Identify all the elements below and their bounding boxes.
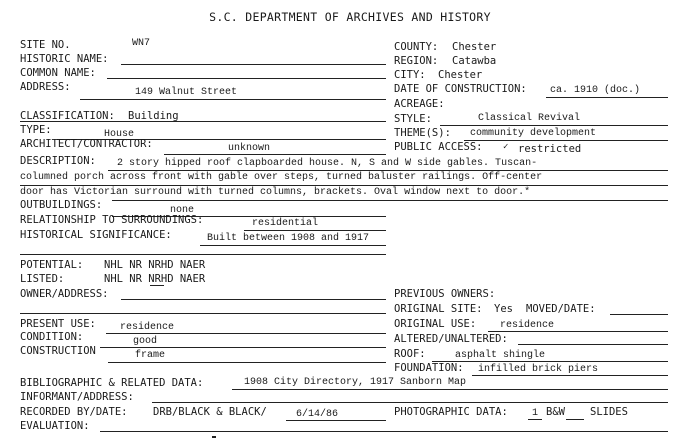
condition-line [100, 347, 386, 348]
original-use-value: residence [500, 320, 555, 331]
city-label: CITY: [394, 69, 426, 81]
photo-label: PHOTOGRAPHIC DATA: [394, 406, 508, 418]
roof-label: ROOF: [394, 348, 426, 360]
roof-line [432, 361, 668, 362]
present-use-label: PRESENT USE: [20, 318, 96, 330]
construction-label: CONSTRUCTION [20, 345, 96, 357]
listed-label: LISTED: [20, 273, 65, 285]
significance-label: HISTORICAL SIGNIFICANCE: [20, 229, 172, 241]
previous-owners-label: PREVIOUS OWNERS: [394, 288, 496, 300]
altered-line [518, 344, 668, 345]
foundation-line [472, 375, 668, 376]
photo-slides-label: SLIDES [590, 406, 628, 418]
date-value: ca. 1910 (doc.) [550, 85, 641, 96]
construction-value: frame [135, 350, 166, 361]
style-line [440, 125, 668, 126]
public-access-value: restricted [518, 143, 582, 155]
region-value: Catawba [452, 55, 497, 67]
classification-value: Building [128, 110, 179, 122]
site-no-label: SITE NO. [20, 39, 71, 51]
photo-count: 1 [532, 408, 539, 419]
architect-label: ARCHITECT/CONTRACTOR: [20, 138, 153, 150]
informant-label: INFORMANT/ADDRESS: [20, 391, 134, 403]
present-use-line [106, 333, 386, 334]
present-use-value: residence [120, 322, 175, 333]
description-line-3: door has Victorian surround with turned columns, brackets. Oval window next to door.* [20, 187, 531, 198]
type-value: House [104, 129, 135, 140]
address-value: 149 Walnut Street [135, 87, 238, 98]
style-label: STYLE: [394, 113, 432, 125]
county-value: Chester [452, 41, 497, 53]
description-rule-3 [112, 200, 668, 201]
theme-value: community development [470, 128, 597, 139]
potential-options: NHL NR NRHD NAER [104, 259, 206, 271]
acreage-label: ACREAGE: [394, 98, 445, 110]
address-label: ADDRESS: [20, 81, 71, 93]
original-site-value: Yes [494, 303, 513, 315]
potential-label: POTENTIAL: [20, 259, 84, 271]
biblio-value: 1908 City Directory, 1917 Sanborn Map [244, 377, 467, 388]
county-label: COUNTY: [394, 41, 439, 53]
original-site-label: ORIGINAL SITE: [394, 303, 483, 315]
description-line-1: 2 story hipped roof clapboarded house. N, S and W side gables. Tuscan- [117, 158, 538, 169]
scan-mark [212, 436, 216, 438]
photo-bw-label: B&W [546, 406, 565, 418]
site-no-value: WN7 [132, 38, 151, 49]
theme-line [464, 140, 668, 141]
owner-line-2 [20, 313, 386, 314]
moved-label: MOVED/DATE: [526, 303, 596, 315]
type-label: TYPE: [20, 124, 52, 136]
significance-value: Built between 1908 and 1917 [207, 233, 370, 244]
classification-line [20, 121, 386, 122]
recorded-date-line [286, 420, 386, 421]
recorded-by-value: DRB/BLACK & BLACK/ [153, 406, 267, 418]
evaluation-line [100, 431, 668, 432]
foundation-value: infilled brick piers [478, 364, 599, 375]
roof-value: asphalt shingle [455, 350, 546, 361]
description-rule-2 [20, 185, 668, 186]
listed-mark [150, 285, 164, 286]
style-value: Classical Revival [478, 113, 581, 124]
check-mark: ✓ [503, 142, 509, 152]
significance-line [200, 245, 386, 246]
form-header: S.C. DEPARTMENT OF ARCHIVES AND HISTORY [209, 10, 491, 24]
address-line [80, 99, 386, 100]
condition-value: good [133, 336, 158, 347]
altered-label: ALTERED/UNALTERED: [394, 333, 508, 345]
classification-label: CLASSIFICATION: [20, 110, 115, 122]
biblio-label: BIBLIOGRAPHIC & RELATED DATA: [20, 377, 204, 389]
outbuildings-value: none [170, 205, 195, 216]
architect-value: unknown [228, 143, 271, 154]
description-rule-1 [108, 170, 668, 171]
city-value: Chester [438, 69, 483, 81]
recorded-label: RECORDED BY/DATE: [20, 406, 128, 418]
description-line-2: columned porch across front with gable over steps, turned baluster railings. Off-center [20, 172, 543, 183]
common-name-label: COMMON NAME: [20, 67, 96, 79]
original-use-line [488, 331, 668, 332]
relationship-label: RELATIONSHIP TO SURROUNDINGS: [20, 214, 204, 226]
foundation-label: FOUNDATION: [394, 362, 464, 374]
common-name-line [107, 78, 386, 79]
section-rule [20, 254, 386, 255]
photo-count-line [528, 419, 542, 420]
theme-label: THEME(S): [394, 127, 451, 139]
recorded-date-value: 6/14/86 [296, 409, 339, 420]
owner-label: OWNER/ADDRESS: [20, 288, 109, 300]
construction-line [108, 362, 386, 363]
region-label: REGION: [394, 55, 439, 67]
historic-name-label: HISTORIC NAME: [20, 53, 109, 65]
owner-line [121, 299, 386, 300]
listed-options: NHL NR NRHD NAER [104, 273, 206, 285]
moved-line [610, 314, 668, 315]
biblio-line [232, 389, 668, 390]
evaluation-label: EVALUATION: [20, 420, 90, 432]
outbuildings-label: OUTBUILDINGS: [20, 199, 103, 211]
condition-label: CONDITION: [20, 331, 84, 343]
informant-line [152, 402, 668, 403]
description-label: DESCRIPTION: [20, 155, 96, 167]
public-access-label: PUBLIC ACCESS: [394, 141, 483, 153]
date-line [546, 97, 668, 98]
date-label: DATE OF CONSTRUCTION: [394, 83, 527, 95]
historic-name-line [121, 64, 386, 65]
relationship-value: residential [252, 218, 319, 229]
photo-bw-line [566, 419, 584, 420]
relationship-line [244, 230, 386, 231]
original-use-label: ORIGINAL USE: [394, 318, 477, 330]
architect-line [164, 154, 386, 155]
